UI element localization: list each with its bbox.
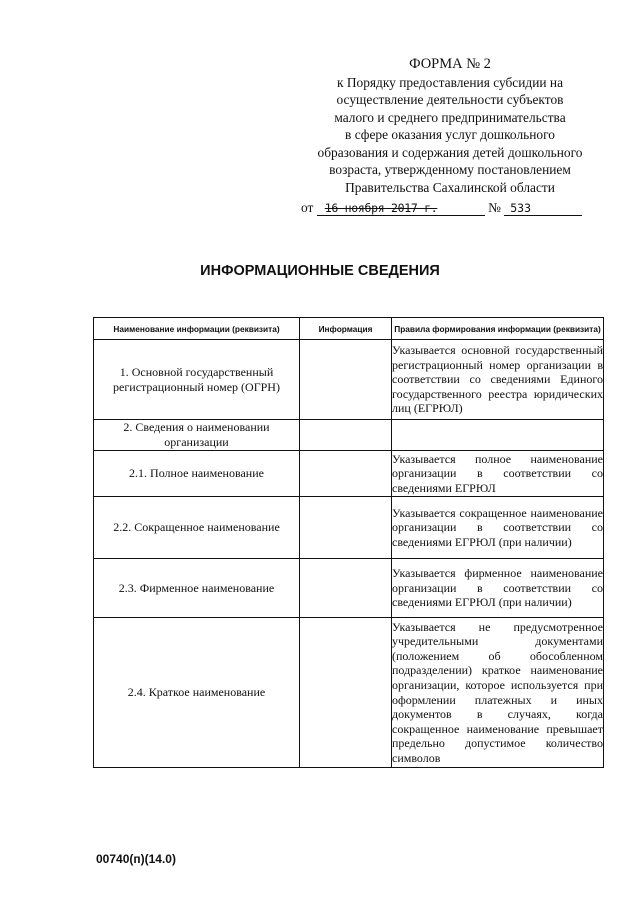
row-name: 2.3. Фирменное наименование bbox=[94, 559, 300, 618]
form-code: 00740(п)(14.0) bbox=[96, 852, 176, 866]
form-number: ФОРМА № 2 bbox=[409, 56, 491, 72]
column-header-info: Информация bbox=[300, 318, 392, 340]
resolution-date: 16 ноября 2017 г. bbox=[317, 201, 485, 216]
row-name: 2.4. Краткое наименование bbox=[94, 618, 300, 768]
row-rule: Указывается фирменное наименование организации в соответствии со сведениями ЕГРЮЛ (при наличии) bbox=[392, 559, 604, 618]
date-prefix: от bbox=[301, 200, 314, 215]
header-line: осуществление деятельности субъектов bbox=[336, 92, 564, 107]
column-header-name: Наименование информации (реквизита) bbox=[94, 318, 300, 340]
header-line: малого и среднего предпринимательства bbox=[334, 109, 566, 125]
column-header-rules: Правила формирования информации (реквизита) bbox=[392, 318, 604, 340]
header-line: к Порядку предоставления субсидии на bbox=[336, 74, 564, 90]
row-rule: Указывается основной государственный регистрационный номер организации в соответствии со сведениями Единого государственного реестра юридических лиц (ЕГРЮЛ) bbox=[392, 340, 604, 420]
header-line: возраста, утвержденному постановлением bbox=[329, 162, 571, 177]
header-line: образования и содержания детей дошкольного bbox=[317, 144, 583, 160]
row-info bbox=[300, 618, 392, 768]
table-row bbox=[94, 340, 604, 420]
table-row bbox=[94, 420, 604, 451]
form-header bbox=[290, 56, 610, 196]
table-row bbox=[94, 559, 604, 618]
header-line: Правительства Сахалинской области bbox=[345, 179, 555, 195]
row-name: 1. Основной государственный регистрационный номер (ОГРН) bbox=[94, 340, 300, 420]
row-info bbox=[300, 451, 392, 497]
information-table bbox=[93, 317, 604, 768]
row-name: 2.1. Полное наименование bbox=[94, 451, 300, 497]
row-info bbox=[300, 340, 392, 420]
resolution-number: 533 bbox=[504, 201, 582, 216]
row-rule: Указывается полное наименование организации в соответствии со сведениями ЕГРЮЛ bbox=[392, 451, 603, 495]
table-row bbox=[94, 451, 604, 497]
number-prefix: № bbox=[488, 200, 501, 215]
table-header-row bbox=[94, 318, 604, 340]
document-title: ИНФОРМАЦИОННЫЕ СВЕДЕНИЯ bbox=[200, 263, 440, 279]
row-name: 2. Сведения о наименовании организации bbox=[94, 420, 300, 451]
header-line: в сфере оказания услуг дошкольного bbox=[345, 127, 555, 142]
row-rule: Указывается сокращенное наименование организации в соответствии со сведениями ЕГРЮЛ (при наличии) bbox=[392, 497, 604, 559]
table-row bbox=[94, 497, 604, 559]
row-name: 2.2. Сокращенное наименование bbox=[94, 497, 300, 559]
row-info bbox=[300, 559, 392, 618]
table-row bbox=[94, 618, 604, 768]
row-rule: Указывается не предусмотренное учредительными документами (положением об обособленном подразделении) краткое наименование организации, которое используется при оформлении платежных и иных документов в случаях, когда сокращенное наименование превышает предельно допустимое количество символов bbox=[392, 618, 604, 768]
row-info bbox=[300, 420, 392, 451]
resolution-date-line bbox=[301, 200, 601, 216]
row-info bbox=[300, 497, 392, 559]
row-rule bbox=[392, 420, 604, 451]
